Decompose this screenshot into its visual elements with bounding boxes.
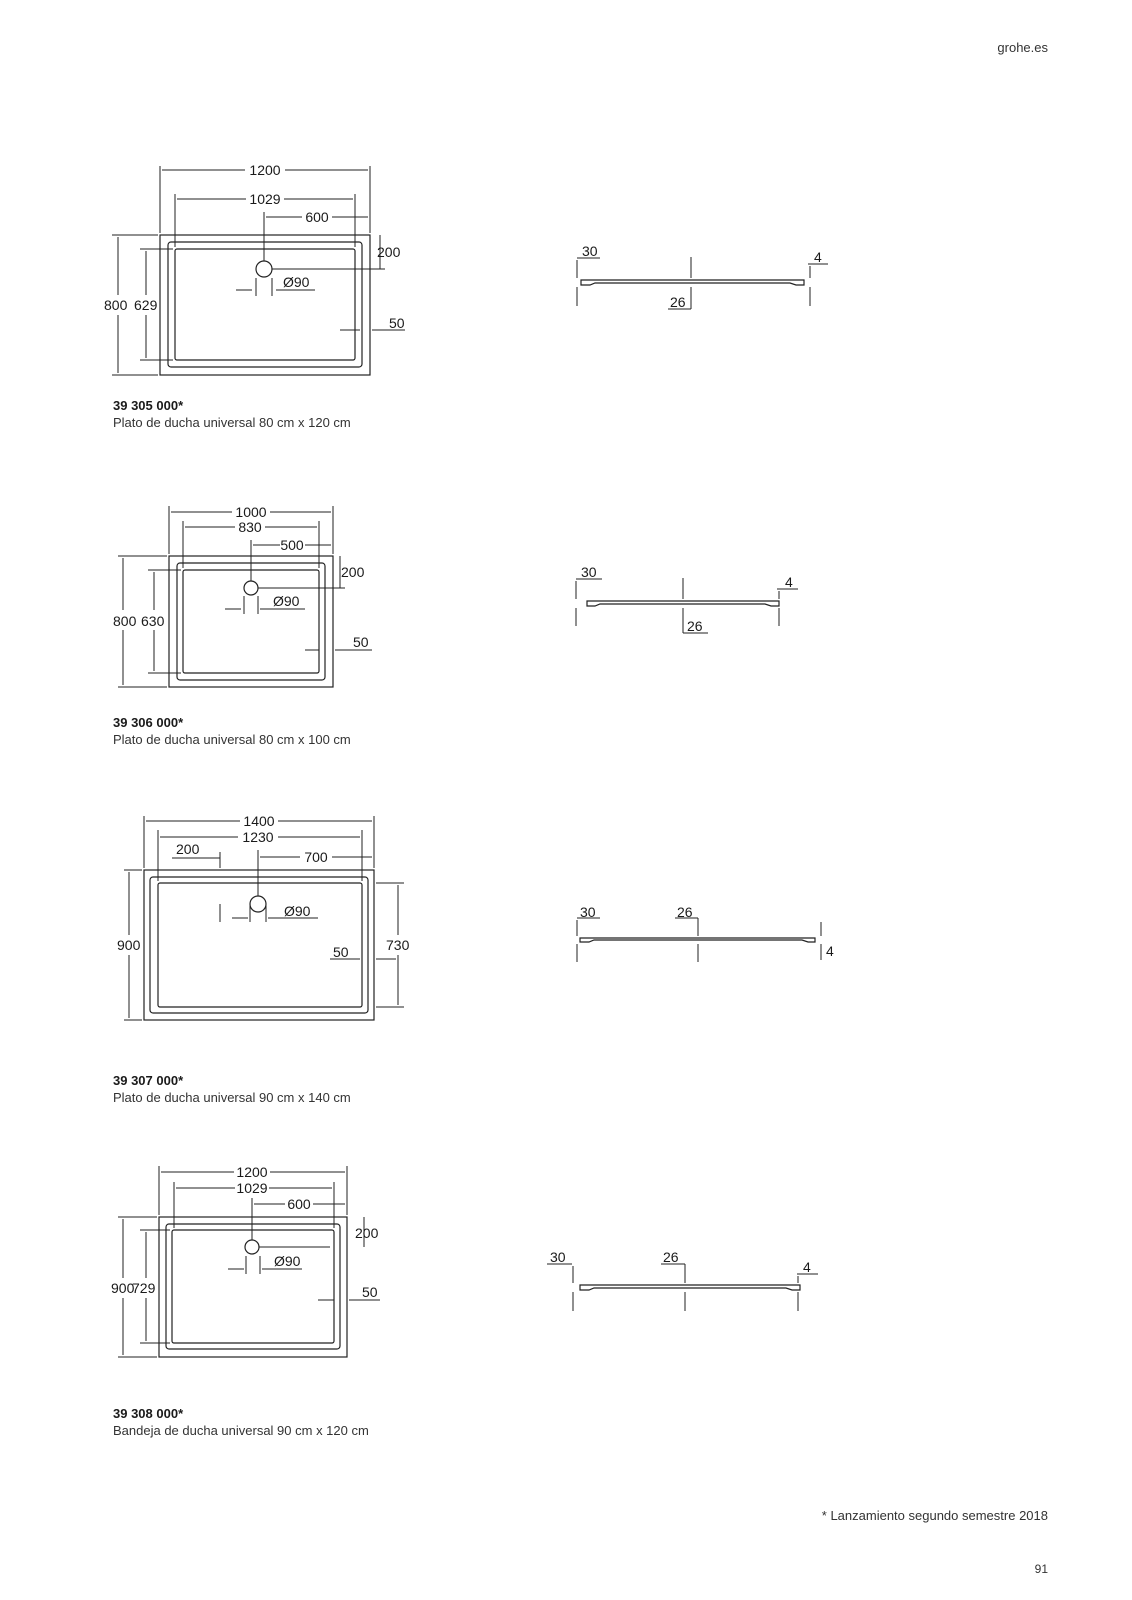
product-1 bbox=[113, 397, 613, 431]
product-code: 39 308 000* bbox=[113, 1406, 184, 1421]
product-3 bbox=[113, 1072, 613, 1106]
dim-drain-offset-x: 500 bbox=[280, 537, 304, 553]
profile-drawing-3 bbox=[570, 900, 840, 970]
profile-rim: 4 bbox=[826, 943, 834, 959]
plan-drawing-1 bbox=[100, 160, 430, 385]
dim-drain-offset-y: 200 bbox=[341, 564, 365, 580]
dim-inner-width: 1029 bbox=[236, 1180, 268, 1196]
product-code: 39 306 000* bbox=[113, 715, 184, 730]
dim-width: 1200 bbox=[236, 1164, 268, 1180]
dim-width: 1400 bbox=[243, 813, 275, 829]
dim-rim: 50 bbox=[362, 1284, 378, 1300]
profile-center: 26 bbox=[677, 904, 693, 920]
dim-drain-offset-y: 200 bbox=[176, 841, 200, 857]
dim-width: 1200 bbox=[249, 162, 281, 178]
page-number: 91 bbox=[1034, 1562, 1048, 1576]
dim-inner-depth: 630 bbox=[141, 613, 165, 629]
dim-rim: 50 bbox=[353, 634, 369, 650]
profile-center: 26 bbox=[687, 618, 703, 634]
site-url: grohe.es bbox=[997, 40, 1048, 55]
dim-inner-width: 1029 bbox=[249, 191, 281, 207]
plan-drawing-3 bbox=[108, 812, 418, 1027]
profile-drawing-2 bbox=[570, 560, 810, 635]
product-description: Plato de ducha universal 90 cm x 140 cm bbox=[113, 1090, 351, 1105]
dim-depth: 800 bbox=[113, 613, 137, 629]
product-description: Plato de ducha universal 80 cm x 100 cm bbox=[113, 732, 351, 747]
dim-depth: 800 bbox=[104, 297, 128, 313]
profile-drawing-4 bbox=[540, 1245, 825, 1315]
product-2 bbox=[113, 714, 613, 748]
profile-height: 30 bbox=[580, 904, 596, 920]
dim-drain-offset-y: 200 bbox=[377, 244, 401, 260]
profile-height: 30 bbox=[582, 243, 598, 259]
dim-depth: 900 bbox=[117, 937, 141, 953]
dim-depth: 900 bbox=[111, 1280, 135, 1296]
dim-drain-diameter: Ø90 bbox=[273, 593, 300, 609]
dim-inner-width: 1230 bbox=[242, 829, 274, 845]
dim-inner-depth: 629 bbox=[134, 297, 158, 313]
profile-center: 26 bbox=[663, 1249, 679, 1265]
profile-height: 30 bbox=[550, 1249, 566, 1265]
dim-drain-diameter: Ø90 bbox=[283, 274, 310, 290]
dim-drain-offset-x: 600 bbox=[287, 1196, 311, 1212]
dim-rim: 50 bbox=[333, 944, 349, 960]
dim-drain-diameter: Ø90 bbox=[284, 903, 311, 919]
product-4 bbox=[113, 1405, 613, 1439]
dim-inner-width: 830 bbox=[238, 519, 262, 535]
dim-drain-diameter: Ø90 bbox=[274, 1253, 301, 1269]
footnote: * Lanzamiento segundo semestre 2018 bbox=[821, 1508, 1048, 1523]
product-description: Plato de ducha universal 80 cm x 120 cm bbox=[113, 415, 351, 430]
plan-drawing-4 bbox=[108, 1162, 388, 1362]
profile-center: 26 bbox=[670, 294, 686, 310]
profile-rim: 4 bbox=[814, 249, 822, 265]
dim-drain-offset-x: 700 bbox=[304, 849, 328, 865]
dim-inner-depth: 730 bbox=[386, 937, 410, 953]
profile-height: 30 bbox=[581, 564, 597, 580]
profile-rim: 4 bbox=[785, 574, 793, 590]
plan-drawing-2 bbox=[108, 505, 378, 690]
dim-rim: 50 bbox=[389, 315, 405, 331]
product-description: Bandeja de ducha universal 90 cm x 120 cm bbox=[113, 1423, 369, 1438]
dim-inner-depth: 729 bbox=[132, 1280, 156, 1296]
profile-drawing-1 bbox=[570, 240, 830, 315]
product-code: 39 305 000* bbox=[113, 398, 184, 413]
dim-drain-offset-x: 600 bbox=[305, 209, 329, 225]
dim-width: 1000 bbox=[235, 504, 267, 520]
dim-drain-offset-y: 200 bbox=[355, 1225, 379, 1241]
profile-rim: 4 bbox=[803, 1259, 811, 1275]
product-code: 39 307 000* bbox=[113, 1073, 184, 1088]
